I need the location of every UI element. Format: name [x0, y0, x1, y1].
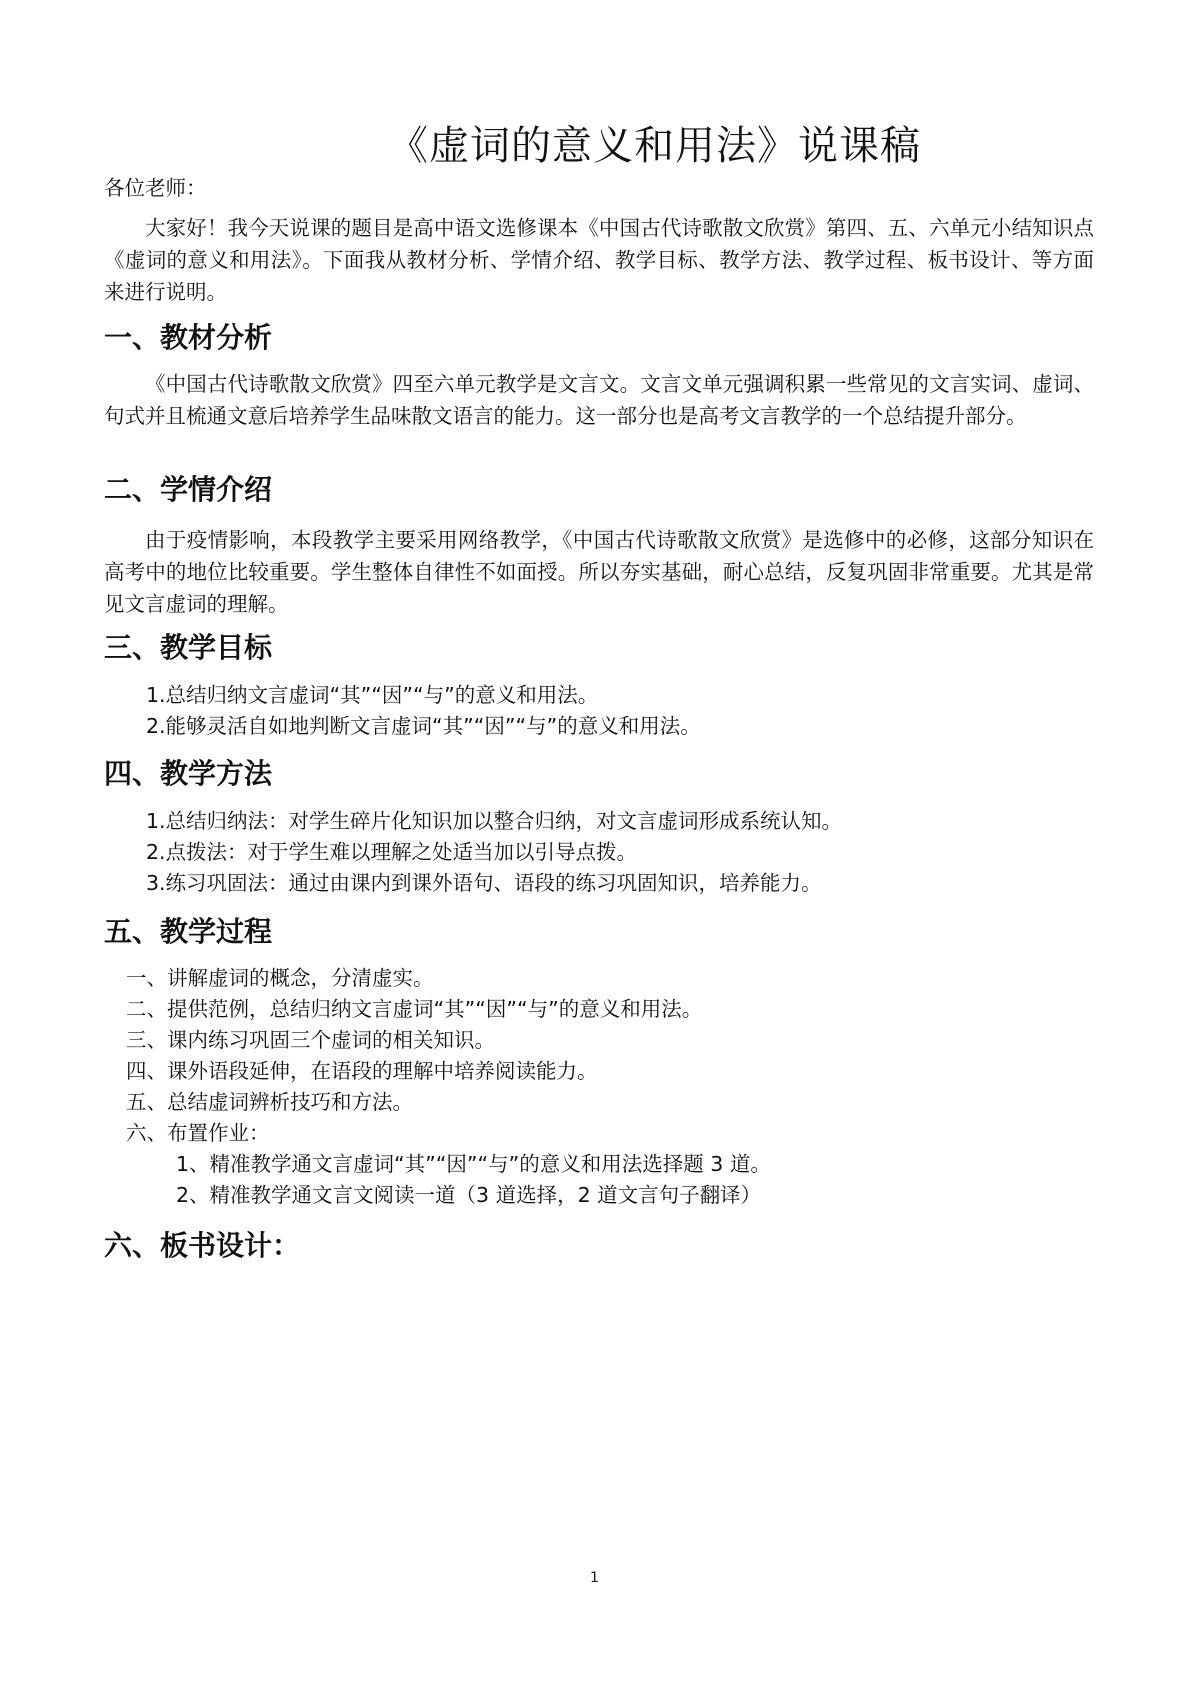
section-heading-blackboard-design: 六、板书设计： [104, 1229, 301, 1262]
list-item: 1、精准教学通文言虚词“其”“因”“与”的意义和用法选择题 3 道。 [176, 1152, 771, 1176]
section-heading-teaching-goals: 三、教学目标 [104, 631, 273, 664]
list-item: 四、课外语段延伸，在语段的理解中培养阅读能力。 [126, 1059, 598, 1083]
list-item: 六、布置作业： [126, 1121, 270, 1145]
section-heading-teaching-methods: 四、教学方法 [104, 757, 273, 790]
list-item: 1.总结归纳法：对学生碎片化知识加以整合归纳，对文言虚词形成系统认知。 [146, 809, 843, 833]
list-item: 一、讲解虚词的概念，分清虚实。 [126, 966, 434, 990]
section-heading-teaching-process: 五、教学过程 [104, 915, 273, 948]
section-heading-learner-situation: 二、学情介绍 [104, 473, 273, 506]
learner-situation-paragraph: 由于疫情影响，本段教学主要采用网络教学，《中国古代诗歌散文欣赏》是选修中的必修，这部分知识在高考中的地位比较重要。学生整体自律性不如面授。所以夯实基础，耐心总结，反复巩固非常重要。尤其是常见文言虚词的理解。 [104, 528, 1094, 616]
textbook-analysis-paragraph: 《中国古代诗歌散文欣赏》四至六单元教学是文言文。文言文单元强调积累一些常见的文言实词、虚词、句式并且梳通文意后培养学生品味散文语言的能力。这一部分也是高考文言教学的一个总结提升部分。 [104, 372, 1094, 428]
page-number: 1 [590, 1570, 599, 1586]
section-heading-textbook-analysis: 一、教材分析 [104, 321, 273, 354]
list-item: 1.总结归纳文言虚词“其”“因”“与”的意义和用法。 [146, 683, 599, 707]
list-item: 2.能够灵活自如地判断文言虚词“其”“因”“与”的意义和用法。 [146, 714, 701, 738]
greeting: 各位老师： [104, 176, 207, 200]
teaching-process-list [126, 963, 702, 1149]
list-item: 3.练习巩固法：通过由课内到课外语句、语段的练习巩固知识，培养能力。 [146, 871, 822, 895]
homework-list [176, 1149, 771, 1211]
page-title: 《虚词的意义和用法》说课稿 [388, 123, 921, 169]
list-item: 2.点拨法：对于学生难以理解之处适当加以引导点拨。 [146, 840, 638, 864]
intro-paragraph: 大家好！我今天说课的题目是高中语文选修课本《中国古代诗歌散文欣赏》第四、五、六单元小结知识点《虚词的意义和用法》。下面我从教材分析、学情介绍、教学目标、教学方法、教学过程、板书设计、等方面来进行说明。 [104, 216, 1094, 304]
list-item: 二、提供范例，总结归纳文言虚词“其”“因”“与”的意义和用法。 [126, 997, 703, 1021]
list-item: 三、课内练习巩固三个虚词的相关知识。 [126, 1028, 495, 1052]
list-item: 2、精准教学通文言文阅读一道（3 道选择，2 道文言句子翻译） [176, 1183, 762, 1207]
teaching-methods-list [146, 806, 842, 899]
teaching-goals-list [146, 680, 701, 742]
list-item: 五、总结虚词辨析技巧和方法。 [126, 1090, 413, 1114]
